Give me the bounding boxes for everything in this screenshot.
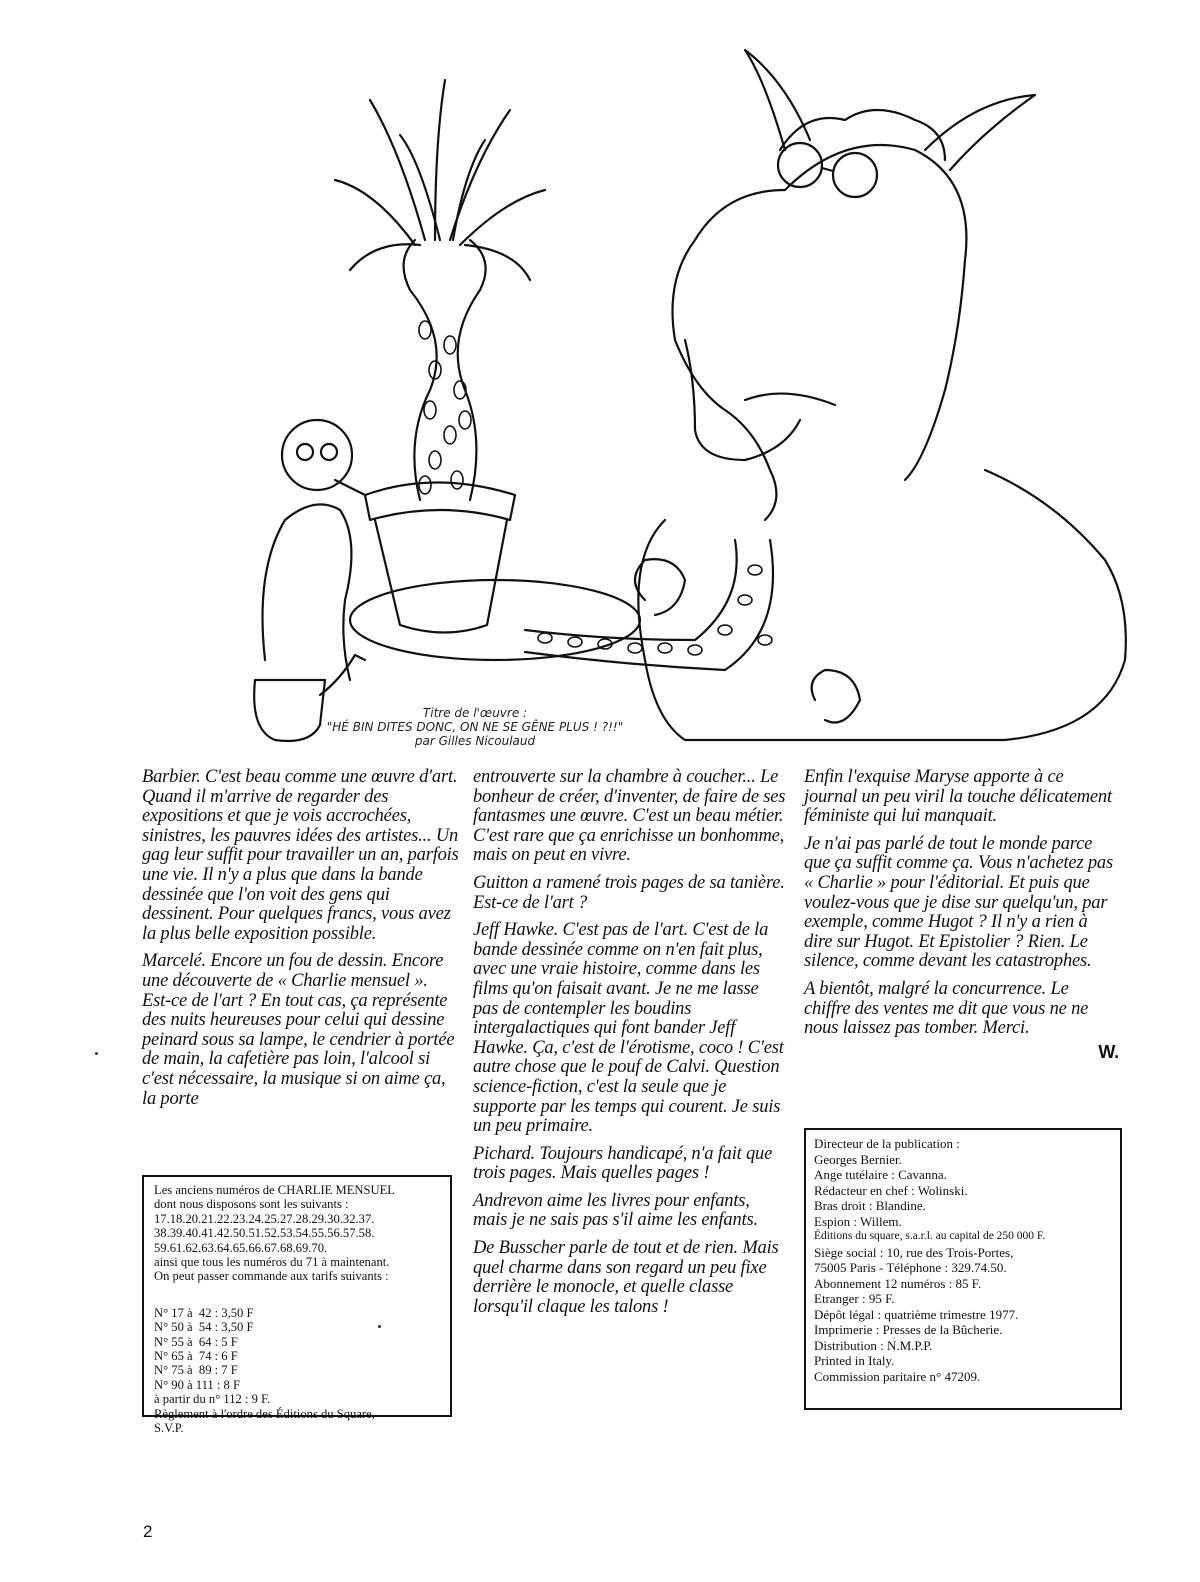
tarif-row: à partir du n° 112 : 9 F. (154, 1392, 271, 1407)
paragraph: De Busscher parle de tout et de rien. Mais quel charme dans son regard un peu fixe derrière le monocle, et quelle classe lorsqu'il claque les talons ! (473, 1238, 779, 1317)
credit-line: 75005 Paris - Téléphone : 329.74.50. (814, 1260, 1007, 1275)
credit-line: Dépôt légal : quatrième trimestre 1977. (814, 1306, 1019, 1322)
credit-line: Georges Bernier. (814, 1151, 902, 1167)
back-issues-intro: Les anciens numéros de CHARLIE MENSUEL (154, 1183, 395, 1197)
illustration-caption (310, 706, 640, 748)
credit-line: Espion : Willem. (814, 1213, 902, 1229)
tarif-row: N° 17 à 42 : 3,50 F (154, 1305, 254, 1320)
author-signature: W. (1098, 1041, 1119, 1062)
credit-line: Imprimerie : Presses de la Bûcherie. (814, 1322, 1003, 1337)
payment-note: S.V.P. (154, 1421, 184, 1436)
caption-title-text: "HÉ BIN DITES DONC, ON NE SE GÊNE PLUS ! ?!!" (326, 720, 624, 734)
cartoon-illustration (225, 40, 1135, 780)
tarif-row: N° 50 à 54 : 3,50 F (154, 1320, 254, 1335)
back-issues-numbers: 59.61.62.63.64.65.66.67.68.69.70. (154, 1240, 328, 1255)
credits-box (804, 1128, 1122, 1410)
article-column-2 (473, 768, 788, 1325)
back-issues-numbers: 17.18.20.21.22.23.24.25.27.28.29.30.32.37. (154, 1211, 375, 1226)
paragraph: entrouverte sur la chambre à coucher... Le bonheur de créer, d'inventer, de faire de ses fantasmes une œuvre. C'est un beau métier. C'est rare que ça enrichisse un bonhomme, mais on peut en vivre. (473, 767, 786, 866)
paragraph: Andrevon aime les livres pour enfants, mais je ne sais pas s'il aime les enfants. (473, 1190, 758, 1231)
back-issues-numbers: 38.39.40.41.42.50.51.52.53.54.55.56.57.58. (154, 1226, 375, 1241)
credit-line: Commission paritaire n° 47209. (814, 1368, 981, 1384)
back-issues-intro: dont nous disposons sont les suivants : (154, 1197, 349, 1212)
credit-line: Ange tutélaire : Cavanna. (814, 1167, 947, 1182)
back-issues-note: ainsi que tous les numéros du 71 à maintenant. (154, 1255, 390, 1270)
tarif-row: N° 90 à 111 : 8 F (154, 1377, 240, 1392)
paragraph: Guitton a ramené trois pages de sa tanière. Est-ce de l'art ? (473, 872, 785, 913)
print-speck (95, 1052, 98, 1055)
credit-line: Siège social : 10, rue des Trois-Portes, (814, 1244, 1014, 1260)
tarif-row: N° 65 à 74 : 6 F (154, 1349, 238, 1364)
paragraph: Jeff Hawke. C'est pas de l'art. C'est de la bande dessinée comme on n'en fait plus, avec une vraie histoire, comme dans les films qu'on faisait avant. Je ne me lasse pas de contempler les boudins intergalactiques qui font bander Jeff Hawke. Ça, c'est de l'érotisme, coco ! C'est autre chose que le pouf de Calvi. Question science-fiction, c'est la seule que je supporte par les temps qui courent. Je suis un peu primaire. (473, 920, 784, 1137)
payment-note: Règlement à l'ordre des Éditions du Square, (154, 1406, 375, 1421)
credit-line: Directeur de la publication : (814, 1136, 960, 1151)
paragraph: Enfin l'exquise Maryse apporte à ce journal un peu viril la touche délicatement féministe qui lui manquait. (804, 767, 1112, 827)
caption-author: par Gilles Nicoulaud (414, 734, 536, 748)
back-issues-box (142, 1175, 452, 1436)
paragraph: A bientôt, malgré la concurrence. Le chiffre des ventes me dit que vous ne ne nous laissez pas tomber. Merci. (804, 978, 1089, 1039)
credit-line: Abonnement 12 numéros : 85 F. (814, 1275, 982, 1291)
credit-line: Etranger : 95 F. (814, 1291, 895, 1306)
print-speck (378, 1325, 381, 1328)
paragraph: Marcelé. Encore un fou de dessin. Encore une découverte de « Charlie mensuel ». Est-ce de l'art ? En tout cas, ça représente des nuits heureuses pour celui qui dessine peinard sous sa lampe, le cendrier à portée de main, la cafetière pas loin, l'alcool si c'est nécessaire, la musique si on aime ça, la porte (142, 951, 455, 1109)
caption-title-label: Titre de l'œuvre : (422, 706, 528, 720)
credit-line: Éditions du square, s.a.r.l. au capital de 250 000 F. (814, 1230, 1046, 1242)
credit-line: Rédacteur en chef : Wolinski. (814, 1182, 968, 1198)
credit-line: Bras droit : Blandine. (814, 1198, 926, 1213)
back-issues-note: On peut passer commande aux tarifs suivants : (154, 1269, 389, 1284)
paragraph: Barbier. C'est beau comme une œuvre d'art. Quand il m'arrive de regarder des expositions et que je vois accrochées, sinistres, les pauvres idées des artistes... Un gag leur suffit pour travailler un an, parfois une vie. Il n'y a plus que dans la bande dessinée que l'on voit des gens qui dessinent. Pour quelques francs, vous avez la plus belle exposition possible. (142, 767, 459, 944)
tarif-row: N° 55 à 64 : 5 F (154, 1334, 238, 1349)
paragraph: Pichard. Toujours handicapé, n'a fait que trois pages. Mais quelles pages ! (473, 1143, 773, 1184)
article-column-1 (142, 768, 460, 1117)
credit-line: Distribution : N.M.P.P. (814, 1337, 933, 1353)
tarif-list (154, 1306, 440, 1407)
article-column-3 (804, 768, 1119, 1062)
page-number: 2 (143, 1522, 153, 1541)
tarif-row: N° 75 à 89 : 7 F (154, 1363, 238, 1378)
credit-line: Printed in Italy. (814, 1353, 895, 1368)
paragraph: Je n'ai pas parlé de tout le monde parce que ça suffit comme ça. Vous n'achetez pas « Charlie » pour l'éditorial. Et puis que voulez-vous que je dise sur quelqu'un, par exemple, comme Hugot ? Il n'y a rien à dire sur Hugot. Et Epistolier ? Rien. Le silence, comme devant les catastrophes. (804, 833, 1113, 972)
